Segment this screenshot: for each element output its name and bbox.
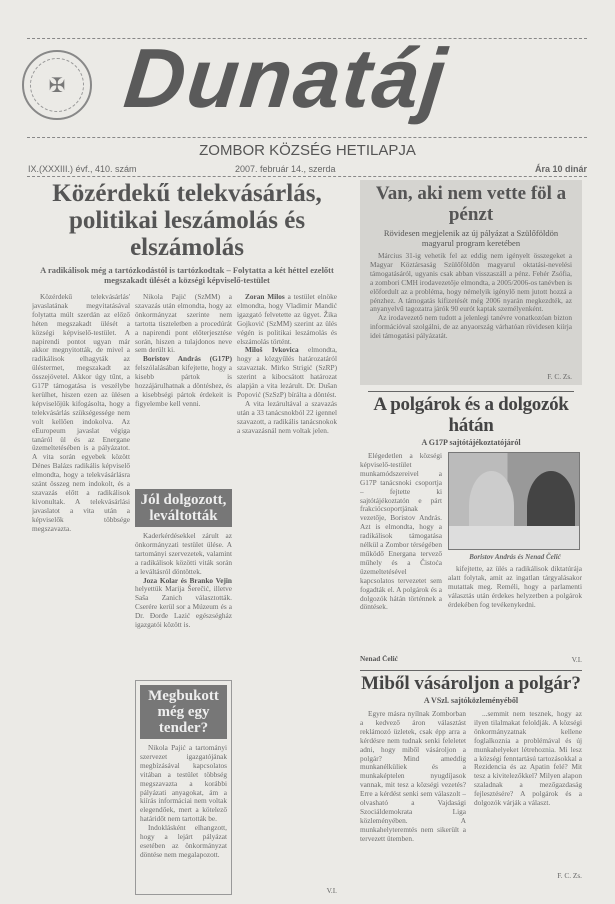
polgarok-body <box>360 452 582 664</box>
name: Zoran Milos <box>245 293 285 301</box>
signature: F. C. Zs. <box>557 871 582 880</box>
paragraph: elmondta, hogy a közgyűlés határozatáról szavaztak. Mirko Strigić (SzRP) szerint a kibocsátott határozat alapján a vita lezárult. Dr. Dušan Popović (SzSzP) bírálta a döntést. <box>237 345 337 399</box>
box-van <box>360 180 582 385</box>
main-lead: A radikálisok még a tartózkodástól is tartózkodtak – Folytatta a két héttel ezelőtt megszakadt ülését a községi képviselő-testület <box>40 265 334 285</box>
masthead-rule <box>27 137 587 138</box>
paragraph: helyettük Marija Šerečić, illetve Saša Zanich választották. Cserére kerül sor a Múzeum és a Dr. Đorđe Lazić egészségház igazgatói között is. <box>135 584 232 630</box>
masthead-subtitle: ZOMBOR KÖZSÉG HETILAPJA <box>199 142 416 159</box>
polgarok-column-2 <box>448 452 582 664</box>
polgarok-title: A polgárok és a dolgozók hátán <box>373 394 569 436</box>
main-article-columns <box>32 293 342 895</box>
paragraph: Közérdekű telekvásárlás' javaslatának megvitatásával folytatta múlt szerdán az előző héten megszakadt ülését a községi képviselő-testület. A napirendi pontot ugyan már akkor megnyitották, de mivel a radikálisok elhagyták az üléstermet, megszakadt az összejövetel. Akkor úgy tűnt, a G17P támogatása is veszélybe kerülhet, hiszen ezen az ülésen képviselőjük kifogásolta, hogy a telekvásárlás szükségessége nem volt kellően indokolva. Az eEuropeum javaslat végiga tanáról ül és az Energane üzemeltetésében is a pályázatot. A vita során egyebek között Dénes Balázs radikális képviselő elmondta, hogy a telekvásárlásra szánt összeg nem indokolt, és a szavazás előtt a radikálisok kivonultak. A telekvásárlási javaslatot a vita után a képviselők többsége megszavazta. <box>32 293 130 533</box>
mibol-title: Miből vásároljon a polgár? <box>361 673 581 694</box>
photo-caption: Boristov András és Nenad Čelić <box>469 553 561 561</box>
paragraph: Az irodavezető nem tudott a jelenlegi tanévre vonatkozóan bizton információval szolgálni, de az anyaország várhatóan rövidesen kiírja idei támogatási pályázatát. <box>370 313 572 341</box>
paragraph: kifejtette, az ülés a radikálisok diktatúrája alatt folytak, amit az ingatlan tárgyalásakor mutattak meg. Reméli, hogy a parlamenti választás után érdekes helyzetben a polgárok érdekében fog tevékenykedni. <box>448 565 582 609</box>
main-article-column-3 <box>237 293 337 895</box>
info-rule <box>27 176 587 177</box>
box-van-title: Van, aki nem vette föl a pénzt <box>375 183 567 225</box>
paragraph: A vita lezárultával a szavazás után a 33 tanácsnokból 22 igennel szavazott, a radikális tanácsnokok a szavazásnál nem voltak jelen. <box>237 398 337 435</box>
main-article-column-2 <box>135 293 232 895</box>
masthead-title: Dunatáj <box>120 31 452 125</box>
mibol-column-2 <box>474 710 582 880</box>
right-column <box>360 180 582 880</box>
name: Nenad Čelić <box>360 655 398 664</box>
paragraph: Nikola Pajić (SzMM) a szavazás után elmondta, hogy az önkormányzat szerinte nem tartotta tiszteletben a procedúrát a napirendi pont előterjesztése során, hiszen a tulajdonos neve sem derült ki. <box>135 293 232 355</box>
paragraph: Március 31-ig vehetik fel az eddig nem igényelt összegeket a Magyar Köztársaság Szülőföldön magyarul oktatási-nevelési támogatásáról, ugyanis csak abban visszaszáll a pénz. Fehér Zsófia, a zombori CMH irodavezetője elmondta, a 2005/2006-os tanévben is előfordult az a probléma, hogy némelyik igénylő nem jutott hozzá a pénzhez. A támogatás kifizetését még 2006 nyarán megkezdték, az anyanyelvű tagozatra járók 90 eurót kaptak személyenként. <box>370 252 572 314</box>
box-van-text <box>370 252 572 372</box>
table <box>449 526 580 550</box>
names: Joza Kolar és Branko Vejin <box>143 575 232 585</box>
issue-date: 2007. február 14., szerda <box>235 164 336 174</box>
paragraph: Nikola Pajić a tartományi szervezet igazgatójának megbízásával kapcsolatos vitában a testület többség megszavazta a korábbi pályázati anyagokat, ám a kiírás informáciai nem voltak elegendőek, mert a kötelező határidőt nem tartották be. <box>140 744 227 824</box>
box-van-lead: Rövidesen megjelenik az új pályázat a Szülőföldön magyarul program keretében <box>383 228 559 248</box>
polgarok-column-1 <box>360 452 442 664</box>
polgarok-text-2 <box>448 565 582 655</box>
rule <box>360 670 582 671</box>
issue-number: IX.(XXXIII.) évf., 410. szám <box>28 164 137 174</box>
box-jol-title: Jól dolgozott, leváltották <box>135 489 232 527</box>
mibol-column-1 <box>360 710 466 880</box>
paragraph: felszólalásában kifejtette, hogy a kisebb pártok is hozzájárulhatnak a döntéshez, és a kisebbségi pártok érdekeit is figyelembe kell venni. <box>135 363 232 408</box>
box-megbukott-text <box>140 744 227 890</box>
signature: V.I. <box>571 655 582 664</box>
paragraph: Kaderkérdésekkel zárult az önkormányzati testület ülése. A tartományi szervezetek, valamint a radikálisok közötti viták során a leváltásról döntöttek. <box>135 532 232 576</box>
name: Boristov András (G17P) <box>143 354 232 364</box>
signature: F. C. Zs. <box>547 372 572 381</box>
signature: V.I. <box>326 886 337 895</box>
press-conference-photo <box>448 452 580 550</box>
paragraph: ...semmit nem tesznek, hogy az ilyen tilalmakat feloldják. A községi önkormányzatnak kellene foglalkoznia a problémával és új munkahelyeket létrehoznia. Mi lesz a községi fenntartású tartozásokkal a Rezidencia és az Apatin felé? Mit tesz a kivitelezőkkel? Milyen alapon szaladnak a mezőgazdaság fejlesztésére? A polgárok és a dolgozók várják a választ. <box>474 710 582 808</box>
issue-price: Ára 10 dinár <box>534 164 587 174</box>
paragraph: a testület elnöke elmondta, hogy Vladimir Mandić igazgató felvetette az ügyet. Žika Gojković (SzMM) szerint az ülés végén is politikai leszámolás és elszámolás történt. <box>237 293 337 346</box>
main-article-column-1 <box>32 293 130 895</box>
paragraph: Indoklásként elhangzott, hogy a lejárt pályázat esetében az önkormányzat döntése nem megalapozott. <box>140 823 227 859</box>
box-megbukott <box>135 680 232 895</box>
mibol-subtitle: A VSzl. sajtóközleményéből <box>423 696 519 705</box>
municipal-seal-logo: ✠ <box>22 50 92 120</box>
polgarok-subtitle: A G17P sajtótájékoztatójáról <box>421 438 521 447</box>
main-article <box>32 180 342 895</box>
box-jol-text <box>135 532 232 674</box>
box-megbukott-title: Megbukott még egy tender? <box>140 685 227 739</box>
rule <box>368 391 574 392</box>
main-headline: Közérdekű telekvásárlás, politikai leszámolás és elszámolás <box>52 180 322 261</box>
mibol-body <box>360 710 582 880</box>
name: Miloš Ivkovica <box>245 345 299 355</box>
paragraph: Egyre másra nyílnak Zomborban a kedvező áron választást reklámozó üzletek, csak épp arra a kérdésre nem tudnak senki feleletet adni, hogy miből vásároljon a polgár? Mind ameddig munkanélküliek és a munkaképtelen nyugdíjasok vannak, mit tesz a községi vezetés? Erre a kérdést senki sem válaszolt – olvasható a Vajdasági Szociáldemokrata Liga közleményében. A munkahelyteremtés nem sikerült a tervezett ütemben. <box>360 710 466 843</box>
paragraph: Elégedetlen a községi képviselő-testület munkamódszereivel a G17P tanácsnoki csoportja – fejtette ki sajtótájékoztatón e párt frakciócsoportjának vezetője, Boristov András. Azt is elmondta, hogy a radikálisok támogatása nélkül a Zombor térségében működő Energana tervező műhely és a Čistoća üzemeltetésével kapcsolatos tervezetet sem fogadták el. A polgárok és a dolgozók hátán történnek a döntések. <box>360 452 442 612</box>
